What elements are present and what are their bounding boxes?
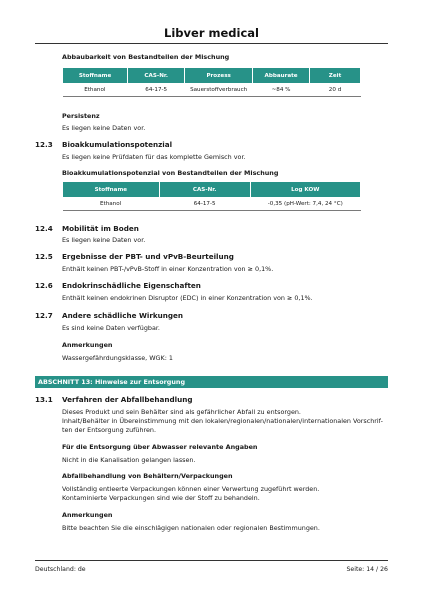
column-header: Abbaurate: [253, 68, 310, 84]
footer-page-number: Seite: 14 / 26: [346, 566, 388, 573]
table-cell: Ethanol: [63, 198, 160, 211]
page-title: Libver medical: [164, 26, 259, 40]
degradability-table: [62, 67, 361, 97]
section-number: 12.5: [35, 252, 53, 261]
column-header: Stoffname: [63, 182, 160, 198]
table-cell: Sauerstoffverbrauch: [185, 84, 253, 97]
table-header-row: [63, 68, 361, 84]
section-text: Es sind keine Daten verfügbar.: [62, 324, 160, 332]
section-title: Mobilität im Boden: [62, 224, 139, 233]
section-text: Enthält keinen endokrinen Disruptor (EDC) in einer Konzentration von ≥ 0,1%.: [62, 294, 313, 302]
packaging-heading: Abfallbehandlung von Behältern/Verpackungen: [62, 472, 233, 480]
section-number: 12.3: [35, 140, 53, 149]
table-cell: 64-17-5: [128, 84, 185, 97]
table-header-row: [63, 182, 361, 198]
table-row: [63, 84, 361, 97]
section-number: 13.1: [35, 395, 53, 404]
footer-rule: [35, 560, 388, 561]
sewage-text: Nicht in die Kanalisation gelangen lassen.: [62, 456, 196, 464]
column-header: Prozess: [185, 68, 253, 84]
column-header: CAS-Nr.: [159, 182, 250, 198]
section-text: Es liegen keine Daten vor.: [62, 236, 146, 244]
section-number: 12.7: [35, 311, 53, 320]
bioaccumulation-table-heading: Bioakkumulationspotenzial von Bestandteilen der Mischung: [62, 169, 279, 177]
packaging-text: Kontaminierte Verpackungen sind wie der Stoff zu behandeln.: [62, 494, 260, 502]
remarks-heading: Anmerkungen: [62, 511, 113, 519]
column-header: Stoffname: [63, 68, 128, 84]
remarks-text: Wassergefährdungsklasse, WGK: 1: [62, 354, 173, 362]
degradability-heading: Abbaubarkeit von Bestandteilen der Mischung: [62, 53, 230, 61]
table-cell: -0,35 (pH-Wert: 7,4, 24 °C): [250, 198, 360, 211]
section-title: Ergebnisse der PBT- und vPvB-Beurteilung: [62, 252, 234, 261]
section-text: Inhalt/Behälter in Übereinstimmung mit den lokalen/regionalen/nationalen/internationalen Vorschrif-: [62, 417, 383, 425]
section-title: Verfahren der Abfallbehandlung: [62, 395, 193, 404]
section-title: Andere schädliche Wirkungen: [62, 311, 184, 320]
section-text: Dieses Produkt und sein Behälter sind als gefährlicher Abfall zu entsorgen.: [62, 408, 301, 416]
column-header: Log KOW: [250, 182, 360, 198]
table-row: [63, 198, 361, 211]
section-text: Es liegen keine Prüfdaten für das komplette Gemisch vor.: [62, 153, 246, 161]
remarks-heading: Anmerkungen: [62, 341, 113, 349]
section-text: ten der Entsorgung zuführen.: [62, 426, 157, 434]
footer-country: Deutschland: de: [35, 566, 86, 573]
persistence-heading: Persistenz: [62, 112, 100, 120]
column-header: CAS-Nr.: [128, 68, 185, 84]
section-text: Enthält keinen PBT-/vPvB-Stoff in einer Konzentration von ≥ 0,1%.: [62, 265, 274, 273]
packaging-text: Vollständig entleerte Verpackungen können einer Verwertung zugeführt werden.: [62, 485, 320, 493]
table-cell: Ethanol: [63, 84, 128, 97]
section-title: Bioakkumulationspotenzial: [62, 140, 173, 149]
sewage-heading: Für die Entsorgung über Abwasser relevante Angaben: [62, 443, 258, 451]
section-13-band: ABSCHNITT 13: Hinweise zur Entsorgung: [35, 376, 388, 388]
header-rule: [35, 43, 388, 44]
table-cell: 64-17-5: [159, 198, 250, 211]
bioaccumulation-table: [62, 181, 361, 211]
section-number: 12.6: [35, 281, 53, 290]
section-title: Endokrinschädliche Eigenschaften: [62, 281, 201, 290]
persistence-text: Es liegen keine Daten vor.: [62, 124, 146, 132]
column-header: Zeit: [310, 68, 361, 84]
remarks-text: Bitte beachten Sie die einschlägigen nationalen oder regionalen Bestimmungen.: [62, 524, 320, 532]
table-cell: 20 d: [310, 84, 361, 97]
section-number: 12.4: [35, 224, 53, 233]
table-cell: ~84 %: [253, 84, 310, 97]
